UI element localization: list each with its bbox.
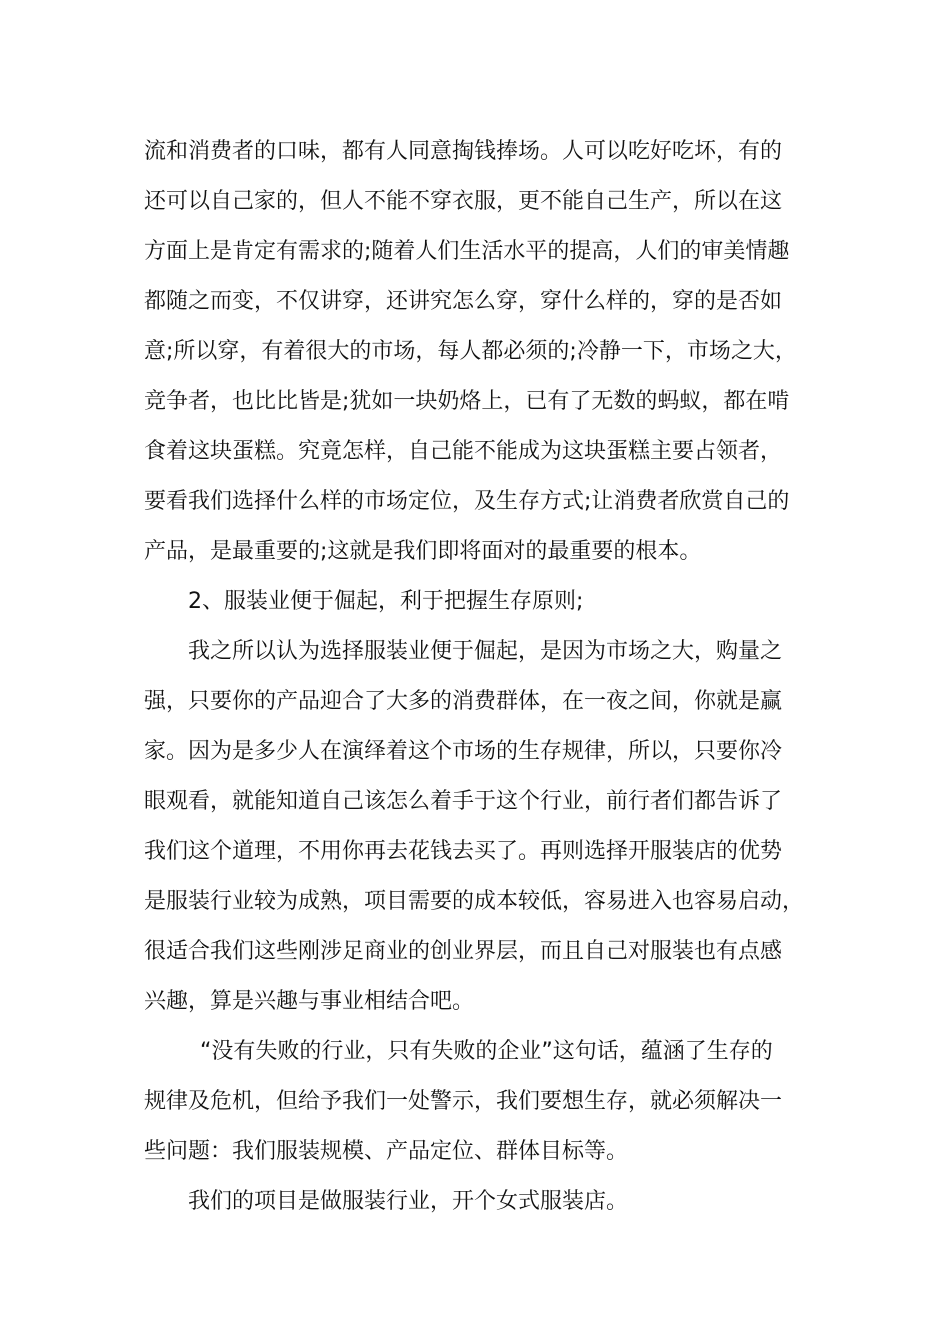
text-line: 还可以自己家的，但人不能不穿衣服，更不能自己生产，所以在这 <box>144 189 783 214</box>
text-line: 强，只要你的产品迎合了大多的消费群体，在一夜之间，你就是赢 <box>144 689 783 714</box>
text-line: 眼观看，就能知道自己该怎么着手于这个行业，前行者们都告诉了 <box>144 789 783 814</box>
text-line: 家。因为是多少人在演绎着这个市场的生存规律，所以，只要你冷 <box>144 739 783 764</box>
text-line: 都随之而变，不仅讲穿，还讲究怎么穿，穿什么样的，穿的是否如 <box>144 289 783 314</box>
text-line: 意;所以穿，有着很大的市场，每人都必须的;冷静一下，市场之大， <box>144 339 797 364</box>
text-line: “没有失败的行业，只有失败的企业”这句话，蕴涵了生存的 <box>200 1039 773 1064</box>
text-line: 我们这个道理，不用你再去花钱去买了。再则选择开服装店的优势 <box>144 839 783 864</box>
text-line: 竞争者，也比比皆是;犹如一块奶烙上，已有了无数的蚂蚁，都在啃 <box>144 389 790 414</box>
section-heading: 2、服装业便于倔起，利于把握生存原则; <box>188 589 584 614</box>
body-text <box>144 127 824 1227</box>
text-line: 我之所以认为选择服装业便于倔起，是因为市场之大，购量之 <box>188 639 783 664</box>
text-line: 是服装行业较为成熟，项目需要的成本较低，容易进入也容易启动， <box>144 889 805 914</box>
text-line: 流和消费者的口味，都有人同意掏钱捧场。人可以吃好吃坏，有的 <box>144 139 783 164</box>
paragraph-p3 <box>144 627 824 1027</box>
paragraph-p5 <box>144 1177 824 1227</box>
paragraph-p2 <box>144 577 824 627</box>
text-line: 方面上是肯定有需求的;随着人们生活水平的提高，人们的审美情趣 <box>144 239 790 264</box>
paragraph-p1 <box>144 127 824 577</box>
text-line: 产品，是最重要的;这就是我们即将面对的最重要的根本。 <box>144 539 702 564</box>
text-line: 规律及危机，但给予我们一处警示，我们要想生存，就必须解决一 <box>144 1089 783 1114</box>
text-line: 食着这块蛋糕。究竟怎样，自己能不能成为这块蛋糕主要占领者， <box>144 439 783 464</box>
text-line: 些问题：我们服装规模、产品定位、群体目标等。 <box>144 1139 629 1164</box>
paragraph-p4 <box>144 1027 824 1177</box>
text-line: 我们的项目是做服装行业，开个女式服装店。 <box>188 1189 629 1214</box>
text-line: 要看我们选择什么样的市场定位，及生存方式;让消费者欣赏自己的 <box>144 489 790 514</box>
text-line: 很适合我们这些刚涉足商业的创业界层，而且自己对服装也有点感 <box>144 939 783 964</box>
text-line: 兴趣，算是兴趣与事业相结合吧。 <box>144 989 475 1014</box>
